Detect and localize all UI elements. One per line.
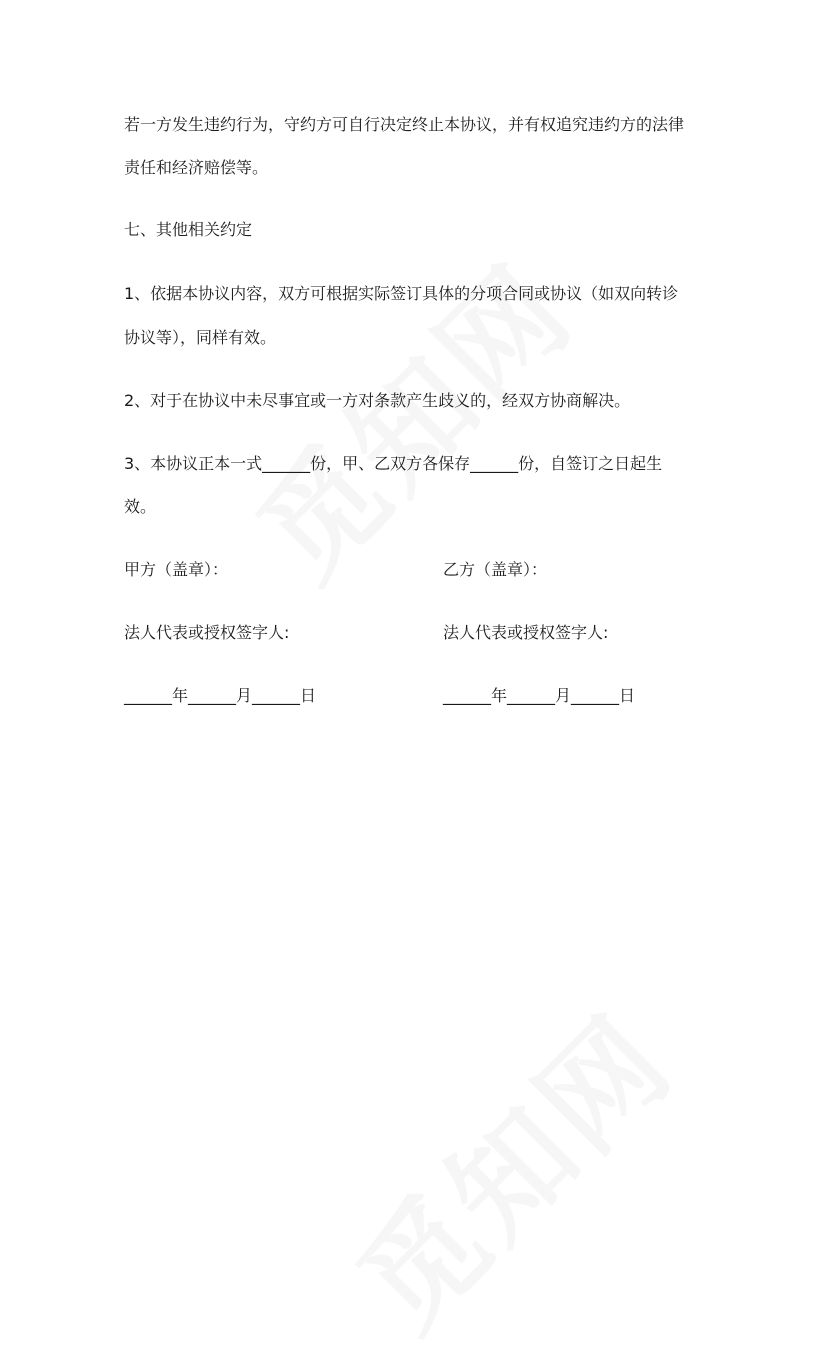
party-b-date: ______年______月______日 bbox=[443, 686, 636, 705]
item-3-line2: 效。 bbox=[124, 497, 157, 516]
party-b-seal: 乙方（盖章）： bbox=[443, 560, 548, 579]
watermark-bottom bbox=[315, 972, 704, 1360]
party-a-representative: 法人代表或授权签字人: bbox=[124, 623, 290, 642]
section-title: 七、其他相关约定 bbox=[124, 220, 253, 239]
paragraph-breach-line1: 若一方发生违约行为，守约方可自行决定终止本协议，并有权追究违约方的法律 bbox=[124, 115, 685, 134]
item-2-line1: 2、对于在协议中未尽事宜或一方对条款产生歧义的，经双方协商解决。 bbox=[124, 391, 631, 410]
party-a-date: ______年______月______日 bbox=[124, 686, 317, 705]
item-1-line2: 协议等），同样有效。 bbox=[124, 328, 277, 347]
item-3-line1: 3、本协议正本一式______份，甲、乙双方各保存______份，自签订之日起生 bbox=[124, 454, 663, 473]
party-a-seal: 甲方（盖章）： bbox=[124, 560, 229, 579]
party-b-representative: 法人代表或授权签字人: bbox=[443, 623, 609, 642]
item-1-line1: 1、依据本协议内容，双方可根据实际签订具体的分项合同或协议（如双向转诊 bbox=[124, 284, 679, 303]
watermark-center bbox=[215, 222, 604, 611]
paragraph-breach-line2: 责任和经济赔偿等。 bbox=[124, 158, 269, 177]
